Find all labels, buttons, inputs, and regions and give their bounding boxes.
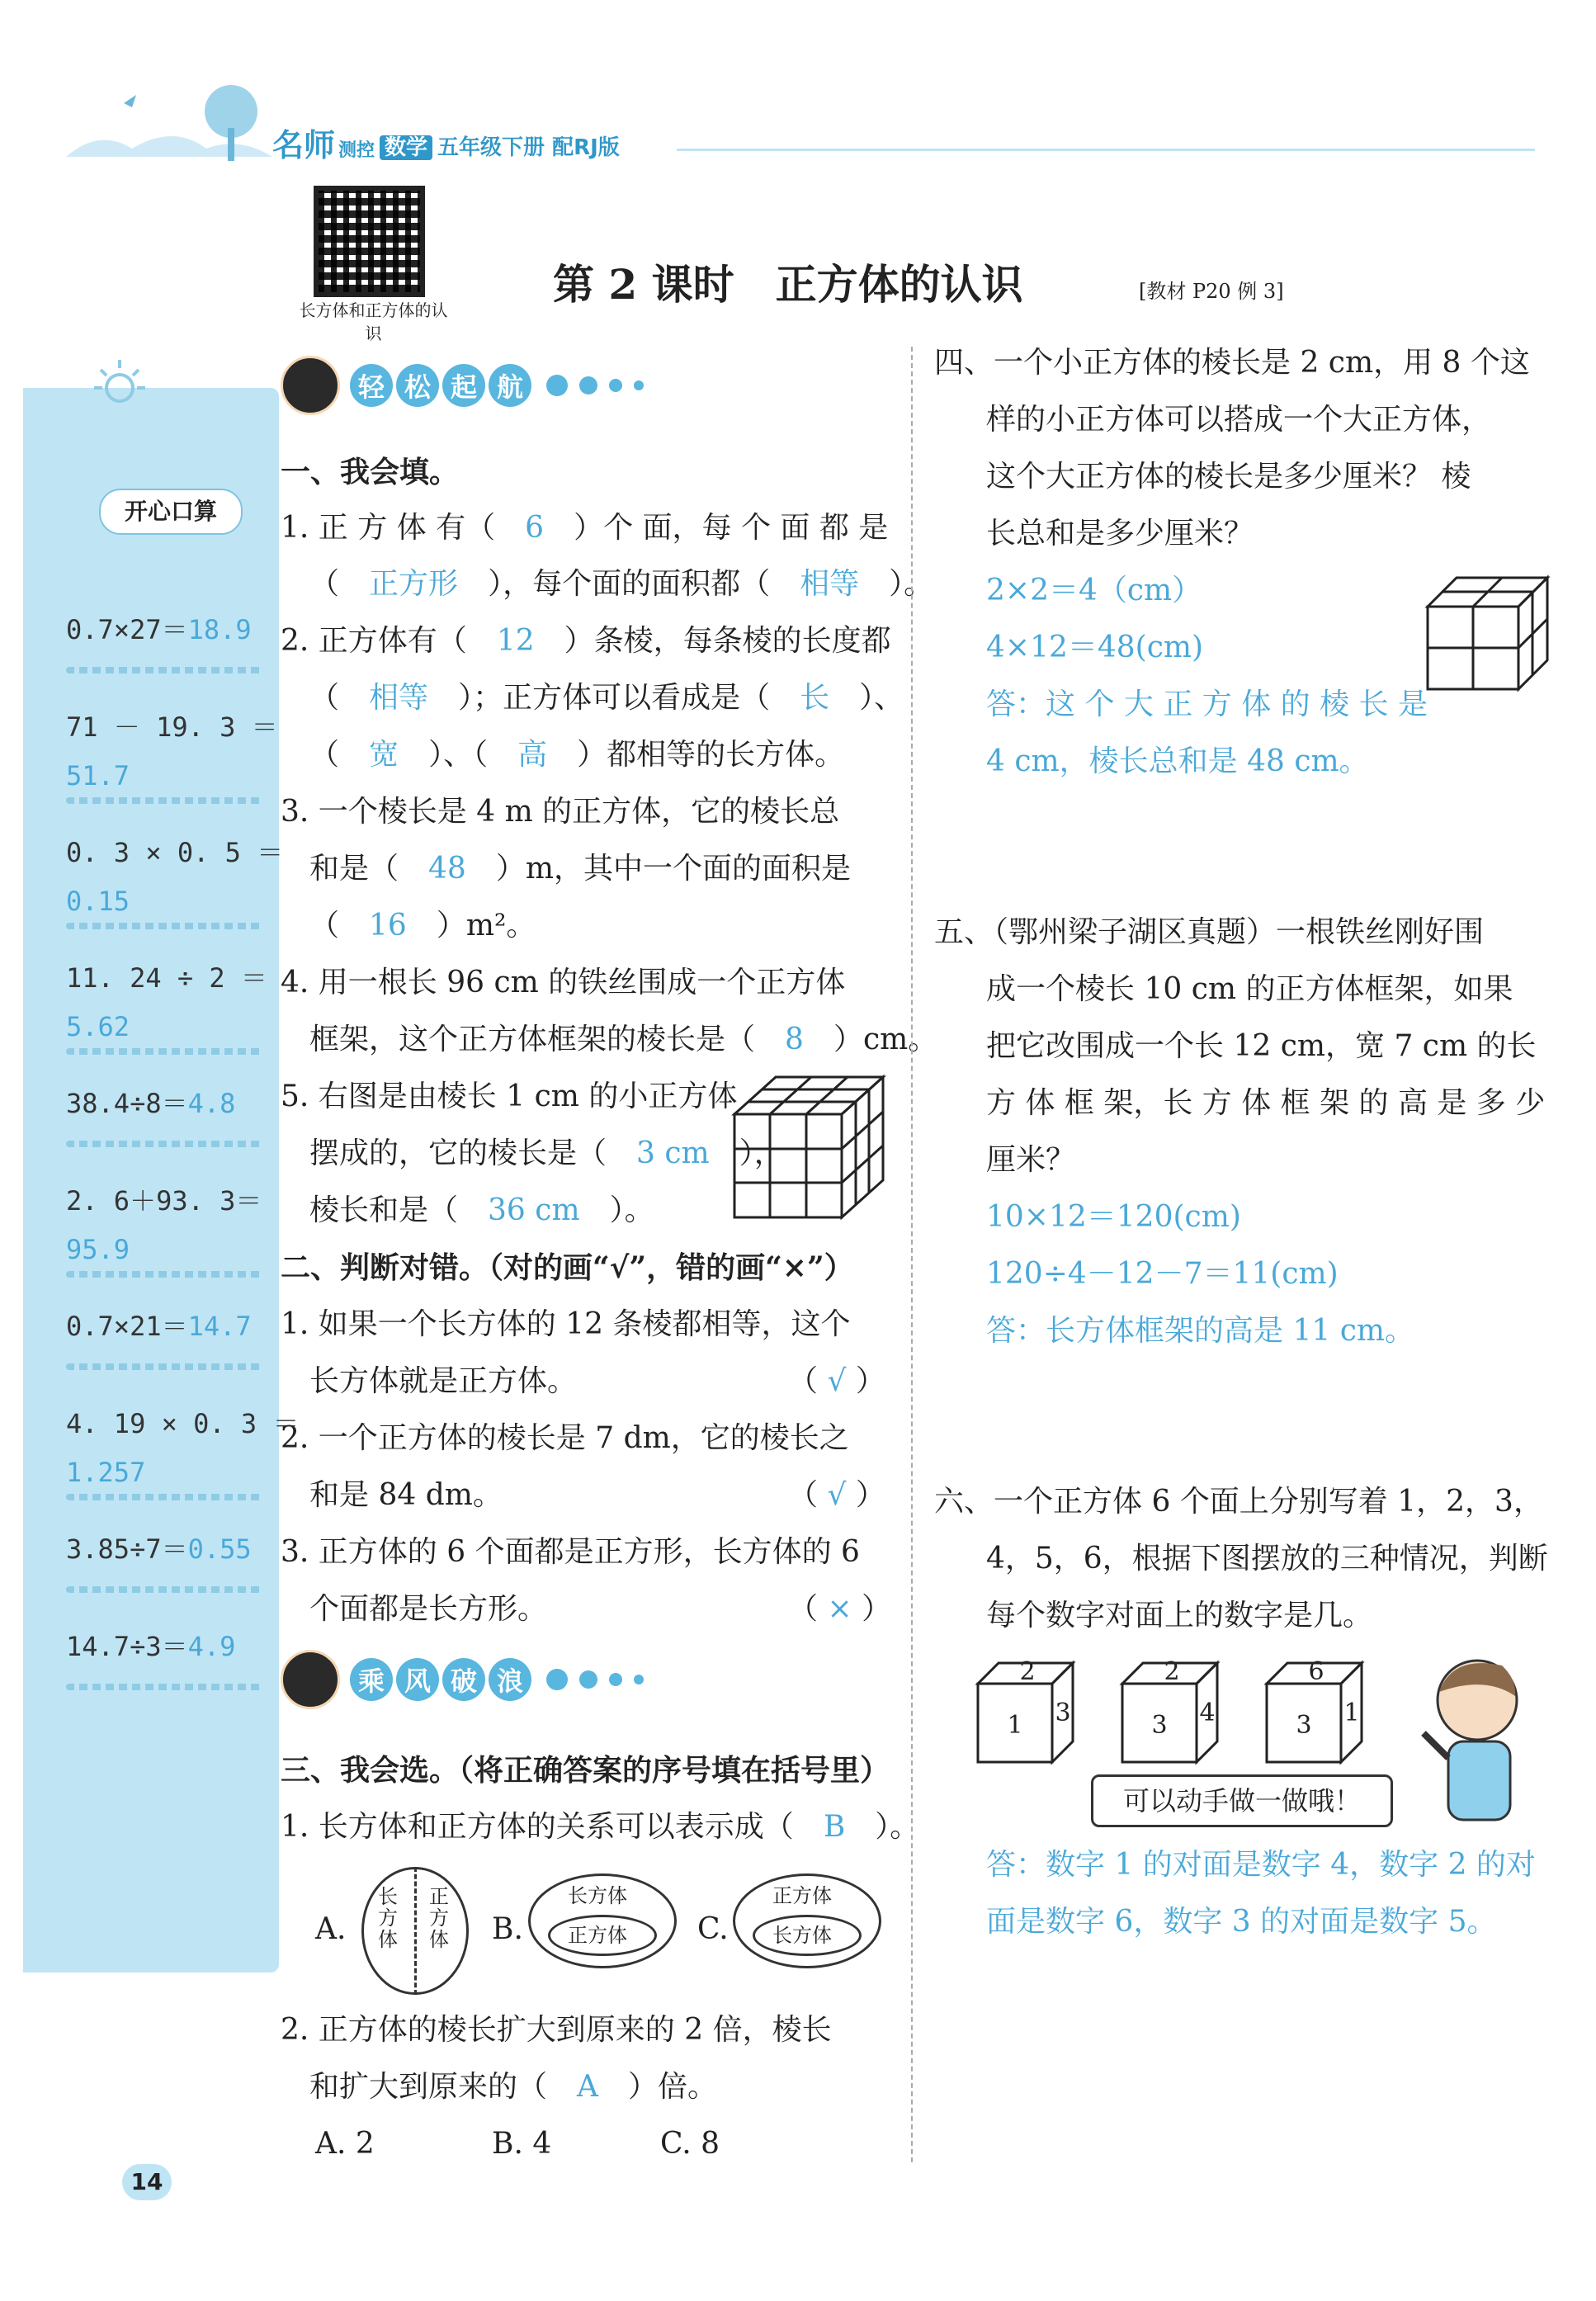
cube3-side: 1	[1343, 1699, 1360, 1727]
qr-caption: 长方体和正方体的认识	[299, 300, 448, 343]
s4-line4: 长总和是多少厘米？	[986, 517, 1254, 550]
option-a-left: 长方体	[378, 1885, 398, 1951]
s5-line2: 成一个棱长 10 cm 的正方体框架，如果	[986, 972, 1513, 1006]
cube2-front: 3	[1151, 1711, 1168, 1740]
wave-divider	[66, 797, 264, 804]
oral-item	[66, 1083, 235, 1121]
oral-question: 3.85÷7＝	[66, 1533, 188, 1565]
oral-question: 71 － 19. 3 ＝	[66, 711, 278, 743]
banner-char: 航	[489, 364, 531, 407]
s1-q2-line1: 2. 正方体有（ 12 ）条棱，每条棱的长度都	[281, 624, 891, 658]
banner-char: 乘	[350, 1658, 393, 1701]
cube1-top: 2	[1019, 1657, 1036, 1686]
answer-text: 高	[517, 738, 548, 772]
answer-text: 12	[496, 624, 535, 658]
wave-divider	[66, 667, 264, 673]
wave-divider	[66, 1494, 264, 1500]
s1-q1-line1: 1. 正 方 体 有（ 6 ）个 面，每 个 面 都 是	[281, 511, 889, 545]
s2-q2-answer: （ √ ）	[788, 1478, 885, 1512]
answer-text: 相等	[369, 681, 429, 715]
decor-dot	[579, 1670, 597, 1689]
s1-q2-line3: （ 宽 ）、（ 高 ）都相等的长方体。	[309, 738, 845, 772]
banner-char: 轻	[350, 364, 393, 407]
wave-divider	[66, 1586, 264, 1593]
oral-answer: 4.9	[187, 1631, 236, 1662]
oral-answer-line	[66, 1234, 130, 1265]
wave-divider	[66, 1048, 264, 1055]
s2-q1-answer: （ √ ）	[788, 1364, 885, 1398]
oral-answer: 51.7	[66, 760, 130, 791]
s1-q1-line2: （ 正方形 ），每个面的面积都（ 相等 ）。	[309, 567, 934, 601]
oral-answer-line	[66, 886, 130, 917]
s1-q4-line2: 框架，这个正方体框架的棱长是（ 8 ）cm。	[309, 1023, 938, 1056]
column-divider	[911, 347, 913, 2162]
oral-answer-line	[66, 760, 130, 791]
s6-answer1: 答：数字 1 的对面是数字 4，数字 2 的对	[986, 1848, 1536, 1882]
oral-answer: 4.8	[187, 1088, 236, 1119]
s1-q5-line3: 棱长和是（ 36 cm ）。	[309, 1193, 654, 1227]
s2-q1-line2: 长方体就是正方体。	[309, 1364, 578, 1398]
option-c-outer-label: 正方体	[772, 1884, 832, 1907]
option-b-outer-label: 长方体	[568, 1884, 627, 1907]
section-banner-easy	[281, 357, 644, 414]
qr-code-icon[interactable]	[314, 186, 425, 297]
decor-dot	[634, 380, 644, 390]
oral-answer: 14.7	[187, 1311, 252, 1342]
oral-item	[66, 1626, 235, 1664]
s3-q2-option-c: C. 8	[660, 2127, 720, 2161]
brand-name: 名师	[272, 127, 336, 163]
decor-dot	[609, 379, 622, 392]
decor-dot	[634, 1675, 644, 1684]
s2-q3-answer: （ × ）	[788, 1592, 892, 1626]
lesson-reference: [教材 P20 例 3]	[1139, 280, 1284, 303]
s3-q2-option-a: A. 2	[315, 2127, 375, 2161]
cube1-side: 3	[1055, 1699, 1071, 1727]
sun-icon	[83, 355, 157, 413]
answer-text: 宽	[369, 738, 399, 772]
decor-dot	[609, 1673, 622, 1686]
s6-line3: 每个数字对面上的数字是几。	[986, 1599, 1373, 1632]
cube2-top: 2	[1164, 1657, 1180, 1686]
decor-dot	[546, 375, 568, 396]
s5-answer3: 答：长方体框架的高是 11 cm。	[986, 1314, 1414, 1348]
banner-char: 浪	[489, 1658, 531, 1701]
s2-q3-line1: 3. 正方体的 6 个面都是正方形，长方体的 6	[281, 1535, 860, 1569]
oral-question: 4. 19 × 0. 3 ＝	[66, 1408, 300, 1439]
boy-illustration-icon	[1419, 1651, 1527, 1824]
sidebar-title: 开心口算	[99, 489, 243, 535]
speech-bubble: 可以动手做一做哦！	[1091, 1774, 1393, 1827]
option-c-inner-label: 长方体	[772, 1924, 832, 1947]
subject-tag: 数学	[380, 135, 432, 160]
section3-heading: 三、我会选。（将正确答案的序号填在括号里）	[281, 1753, 890, 1788]
wave-divider	[66, 1363, 264, 1370]
option-a-right: 正方体	[429, 1885, 449, 1951]
s1-q3-line1: 3. 一个棱长是 4 m 的正方体，它的棱长总	[281, 795, 840, 829]
oral-answer: 1.257	[66, 1457, 146, 1488]
option-a-label: A.	[315, 1912, 347, 1946]
answer-text: B	[823, 1810, 846, 1844]
s1-q2-line2: （ 相等 ）；正方体可以看成是（ 长 ）、	[309, 681, 904, 715]
cube1-front: 1	[1007, 1711, 1023, 1740]
s6-line1: 六、一个正方体 6 个面上分别写着 1，2，3，	[934, 1485, 1543, 1519]
answer-text: 6	[525, 511, 545, 545]
decor-dot	[546, 1669, 568, 1690]
edition-label: 配RJ版	[552, 135, 620, 160]
s3-q2-option-b: B. 4	[492, 2127, 552, 2161]
s6-answer2: 面是数字 6，数字 3 的对面是数字 5。	[986, 1905, 1497, 1939]
answer-text: 8	[785, 1023, 804, 1056]
oral-question: 0.7×21＝	[66, 1311, 188, 1342]
banner-char: 起	[442, 364, 485, 407]
header-brand	[272, 120, 375, 165]
section1-heading: 一、我会填。	[281, 455, 460, 489]
oral-question: 14.7÷3＝	[66, 1631, 188, 1662]
s2-q2-line1: 2. 一个正方体的棱长是 7 dm，它的棱长之	[281, 1421, 849, 1455]
header-decoration-icon	[66, 78, 281, 169]
oral-question: 0.7×27＝	[66, 614, 188, 645]
s4-answer2: 4×12＝48(cm)	[986, 631, 1204, 664]
numbered-cubes-figure	[974, 1651, 1419, 1766]
brand-sub: 测控	[338, 140, 375, 161]
oral-question: 11. 24 ÷ 2 ＝	[66, 962, 267, 994]
oral-question: 38.4÷8＝	[66, 1088, 188, 1119]
oral-item	[66, 1306, 252, 1344]
option-b-label: B.	[492, 1912, 523, 1946]
girl-avatar-icon	[281, 1650, 340, 1709]
answer-text: 48	[428, 852, 466, 886]
oral-answer: 18.9	[187, 614, 252, 645]
option-b-inner-label: 正方体	[568, 1924, 627, 1947]
s1-q5-line1: 5. 右图是由棱长 1 cm 的小正方体	[281, 1080, 738, 1113]
answer-text: 正方形	[369, 567, 459, 601]
s2-q1-line1: 1. 如果一个长方体的 12 条棱都相等，这个	[281, 1307, 851, 1341]
s5-line5: 厘米？	[986, 1143, 1076, 1177]
banner-char: 风	[396, 1658, 439, 1701]
s4-answer4: 4 cm，棱长总和是 48 cm。	[986, 744, 1369, 778]
s1-q3-line3: （ 16 ）m²。	[309, 909, 536, 943]
oral-item	[66, 609, 252, 647]
answer-text: 16	[369, 909, 407, 943]
answer-text: 36 cm	[488, 1193, 580, 1227]
oral-answer: 95.9	[66, 1234, 130, 1265]
wave-divider	[66, 1141, 264, 1147]
wave-divider	[66, 1684, 264, 1690]
oral-answer-line	[66, 1457, 145, 1488]
cube3-front: 3	[1296, 1711, 1312, 1740]
s5-answer2: 120÷4－12－7＝11(cm)	[986, 1257, 1339, 1291]
s5-line4: 方 体 框 架，长 方 体 框 架 的 高 是 多 少	[986, 1086, 1546, 1120]
s5-line3: 把它改围成一个长 12 cm，宽 7 cm 的长	[986, 1029, 1537, 1063]
oral-answer: 0.15	[66, 886, 130, 917]
s2-q2-line2: 和是 84 dm。	[309, 1478, 503, 1512]
page-number: 14	[122, 2164, 172, 2200]
oral-item	[66, 1528, 252, 1566]
answer-text: 长	[800, 681, 830, 715]
banner-char: 松	[396, 364, 439, 407]
wave-divider	[66, 923, 264, 929]
oral-answer-line	[66, 1011, 130, 1042]
s4-line2: 样的小正方体可以搭成一个大正方体，	[986, 403, 1492, 437]
section2-heading: 二、判断对错。（对的画“√”，错的画“×”）	[281, 1250, 854, 1285]
s6-line2: 4，5，6，根据下图摆放的三种情况，判断	[986, 1542, 1548, 1576]
lesson-title: 第 2 课时 正方体的认识	[553, 260, 1023, 309]
oral-question: 0. 3 × 0. 5 ＝	[66, 837, 284, 868]
grade-label: 五年级下册	[437, 135, 545, 160]
girl-avatar-icon	[281, 356, 340, 415]
option-c-label: C.	[697, 1912, 729, 1946]
s3-q1: 1. 长方体和正方体的关系可以表示成（ B ）。	[281, 1810, 920, 1844]
s5-line1: 五、（鄂州梁子湖区真题）一根铁丝刚好围	[934, 915, 1485, 949]
header-subject	[380, 130, 620, 161]
s4-line1: 四、一个小正方体的棱长是 2 cm，用 8 个这	[934, 346, 1530, 380]
oral-answer: 5.62	[66, 1011, 130, 1042]
s4-line3: 这个大正方体的棱长是多少厘米？ 棱	[986, 460, 1471, 494]
cube2-side: 4	[1199, 1699, 1216, 1727]
s4-answer3: 答：这 个 大 正 方 体 的 棱 长 是	[986, 687, 1428, 721]
cube3-top: 6	[1308, 1657, 1324, 1686]
answer-text: A	[577, 2070, 599, 2104]
decor-dot	[579, 376, 597, 395]
s1-q4-line1: 4. 用一根长 96 cm 的铁丝围成一个正方体	[281, 966, 846, 999]
oral-question: 2. 6＋93. 3＝	[66, 1185, 262, 1217]
s1-q5-line2: 摆成的，它的棱长是（ 3 cm ），	[309, 1136, 784, 1170]
s4-answer1: 2×2＝4（cm）	[986, 574, 1202, 607]
option-a-divider	[414, 1867, 417, 1995]
answer-text: 相等	[800, 567, 860, 601]
header-rule	[677, 149, 1535, 151]
cube-3x3-figure	[726, 1073, 900, 1221]
s5-answer1: 10×12＝120(cm)	[986, 1200, 1241, 1234]
cube-2x2-figure	[1419, 569, 1551, 693]
s1-q3-line2: 和是（ 48 ）m，其中一个面的面积是	[309, 852, 851, 886]
answer-text: 3 cm	[636, 1136, 710, 1170]
s2-q3-line2: 个面都是长方形。	[309, 1592, 548, 1626]
section-banner-advanced	[281, 1651, 644, 1708]
wave-divider	[66, 1271, 264, 1278]
s3-q2-line1: 2. 正方体的棱长扩大到原来的 2 倍，棱长	[281, 2013, 832, 2047]
oral-answer: 0.55	[187, 1533, 252, 1565]
s3-q2-line2: 和扩大到原来的（ A ）倍。	[309, 2070, 718, 2104]
banner-char: 破	[442, 1658, 485, 1701]
